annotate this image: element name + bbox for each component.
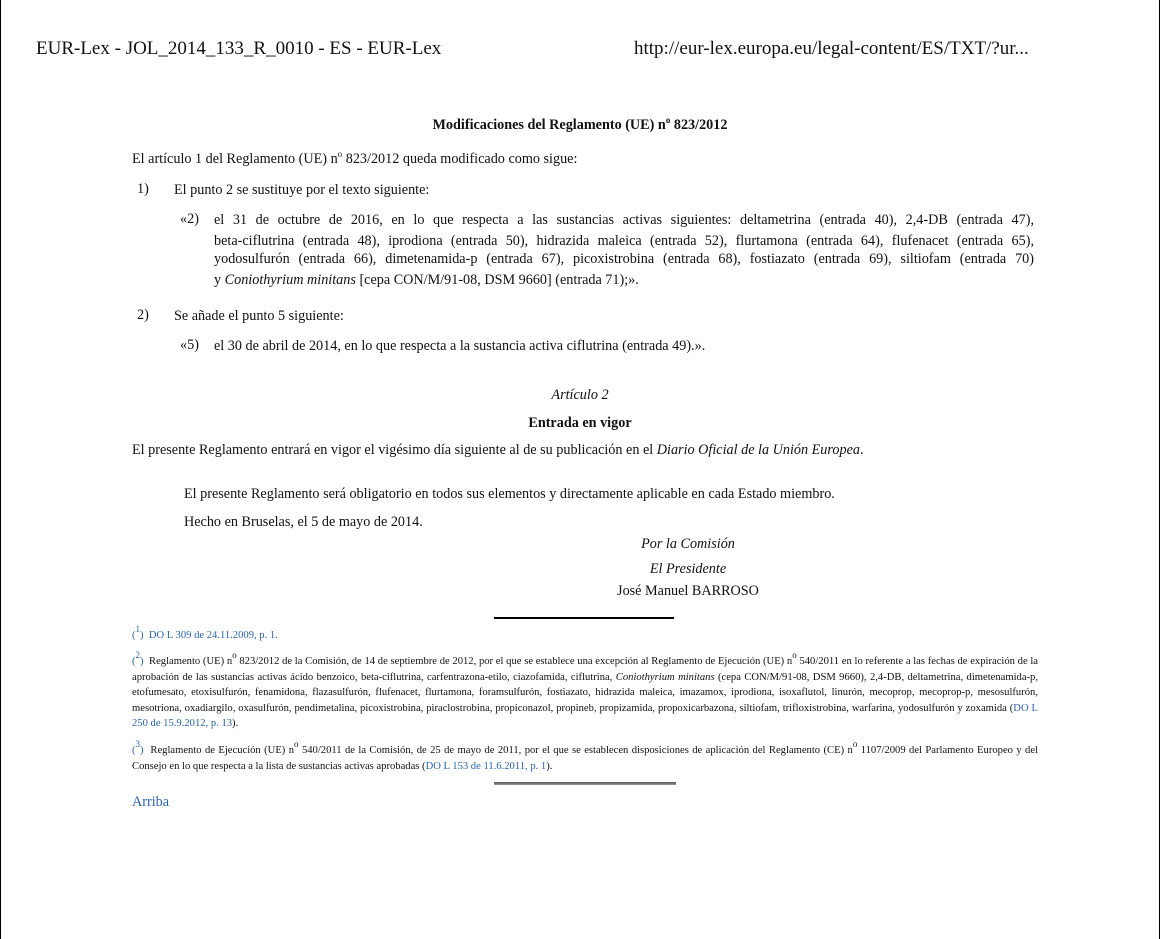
item-number: 1) <box>137 181 149 197</box>
subitem-line: beta-ciflutrina (entrada 48), iprodiona (entrada 50), hidrazida maleica (entrada 52), flurtamona (entrada 64), flufenacet (entrada 65), <box>214 233 1034 249</box>
footnote-1: ($^1$) DO L 309 de 24.11.2009, p. 1. <box>132 624 278 641</box>
annex-intro: El artículo 1 del Reglamento (UE) $n^o$ 823/2012 queda modificado como sigue: <box>132 149 578 167</box>
subitem-line: yodosulfurón (entrada 66), dimetenamida-p (entrada 67), picoxistrobina (entrada 68), fostiazato (entrada 69), siltiofam (entrada 70) <box>214 251 1034 267</box>
page-title-header: EUR-Lex - JOL_2014_133_R_0010 - ES - EUR-Lex <box>36 38 442 59</box>
back-to-top-link[interactable]: Arriba <box>132 794 170 810</box>
item-text: Se añade el punto 5 siguiente: <box>174 308 344 324</box>
article-text: El presente Reglamento entrará en vigor el vigésimo día siguiente al de su publicación en el Diario Oficial de la Unión Europea. <box>132 442 864 458</box>
annex-title: Modificaciones del Reglamento (UE) $n^o$ 823/2012 <box>432 115 728 133</box>
footnote-separator <box>494 617 674 619</box>
subitem-line: y Coniothyrium minitans [cepa CON/M/91-08, DSM 9660] (entrada 71);». <box>214 272 639 288</box>
subitem-line: el 30 de abril de 2014, en lo que respecta a la sustancia activa ciflutrina (entrada 49).». <box>214 338 706 354</box>
signature-for: Por la Comisión <box>641 536 735 552</box>
footnote-2: ($^2$) Reglamento (UE) $n^o$ 823/2012 de la Comisión, de 14 de septiembre de 2012, por el que se establece una excepción al Reglamento de Ejecución (UE) $n^o$ 540/2011 en lo referente a las fechas de expiración de la aprobación de las sustancias activas ácido benzoico, beta-ciflutrina, carfentrazona-etilo, ciazofamida, ciflutrina, Coniothyrium minitans (cepa CON/M/91-08, DSM 9660), 2,4-DB, deltametrina, dimetenamida-p, etofumesato, etoxisulfurón, fenamidona, flazasulfurón, flufenacet, flurtamona, foramsulfurón, fostiazato, hidrazida maleica, imazamox, iprodiona, isoxaflutol, linurón, mecoprop, mecoprop-p, mesosulfurón, mesotriona, oxadiargilo, oxasulfurón, pendimetalina, picoxistrobina, piraclostrobina, propiconazol, propineb, propizamida, propoxicarbazona, siltiofam, trifloxistrobina, warfarina, yodosulfurón y zoxamida (DO L 250 de 15.9.2012, p. 13). <box>132 650 1039 729</box>
signature-role: El Presidente <box>649 561 727 577</box>
footnote-link[interactable]: DO L 309 de 24.11.2009, p. 1 <box>148 630 276 641</box>
article-title: Entrada en vigor <box>528 415 632 431</box>
bottom-separator <box>494 782 676 785</box>
page-url-header: http://eur-lex.europa.eu/legal-content/ES/TXT/?ur... <box>634 38 1029 59</box>
item-number: 2) <box>137 307 149 323</box>
done-at: Hecho en Bruselas, el 5 de mayo de 2014. <box>184 514 423 530</box>
subitem-line: el 31 de octubre de 2016, en lo que respecta a las sustancias activas siguientes: deltametrina (entrada 40), 2,4-DB (entrada 47), <box>214 212 1034 228</box>
subitem-number: «2) <box>180 211 199 227</box>
footnote-3: ($^3$) Reglamento de Ejecución (UE) $n^o$ 540/2011 de la Comisión, de 25 de mayo de 2011, por el que se establecen disposiciones de aplicación del Reglamento (CE) $n^o$ 1107/2009 del Parlamento Europeo y del Consejo en lo que respecta a la lista de sustancias activas aprobadas (DO L 153 de 11.6.2011, p. 1). <box>132 739 1038 772</box>
signature-name: José Manuel BARROSO <box>617 583 759 599</box>
subitem-number: «5) <box>180 337 199 353</box>
binding-clause: El presente Reglamento será obligatorio en todos sus elementos y directamente aplicable en cada Estado miembro. <box>184 486 835 502</box>
footnote-link[interactable]: DO L 153 de 11.6.2011, p. 1 <box>425 760 547 772</box>
item-text: El punto 2 se sustituye por el texto siguiente: <box>174 182 430 198</box>
footnote-link[interactable]: DO L 250 de 15.9.2012, p. 13 <box>132 702 1038 729</box>
article-label: Artículo 2 <box>551 387 609 403</box>
